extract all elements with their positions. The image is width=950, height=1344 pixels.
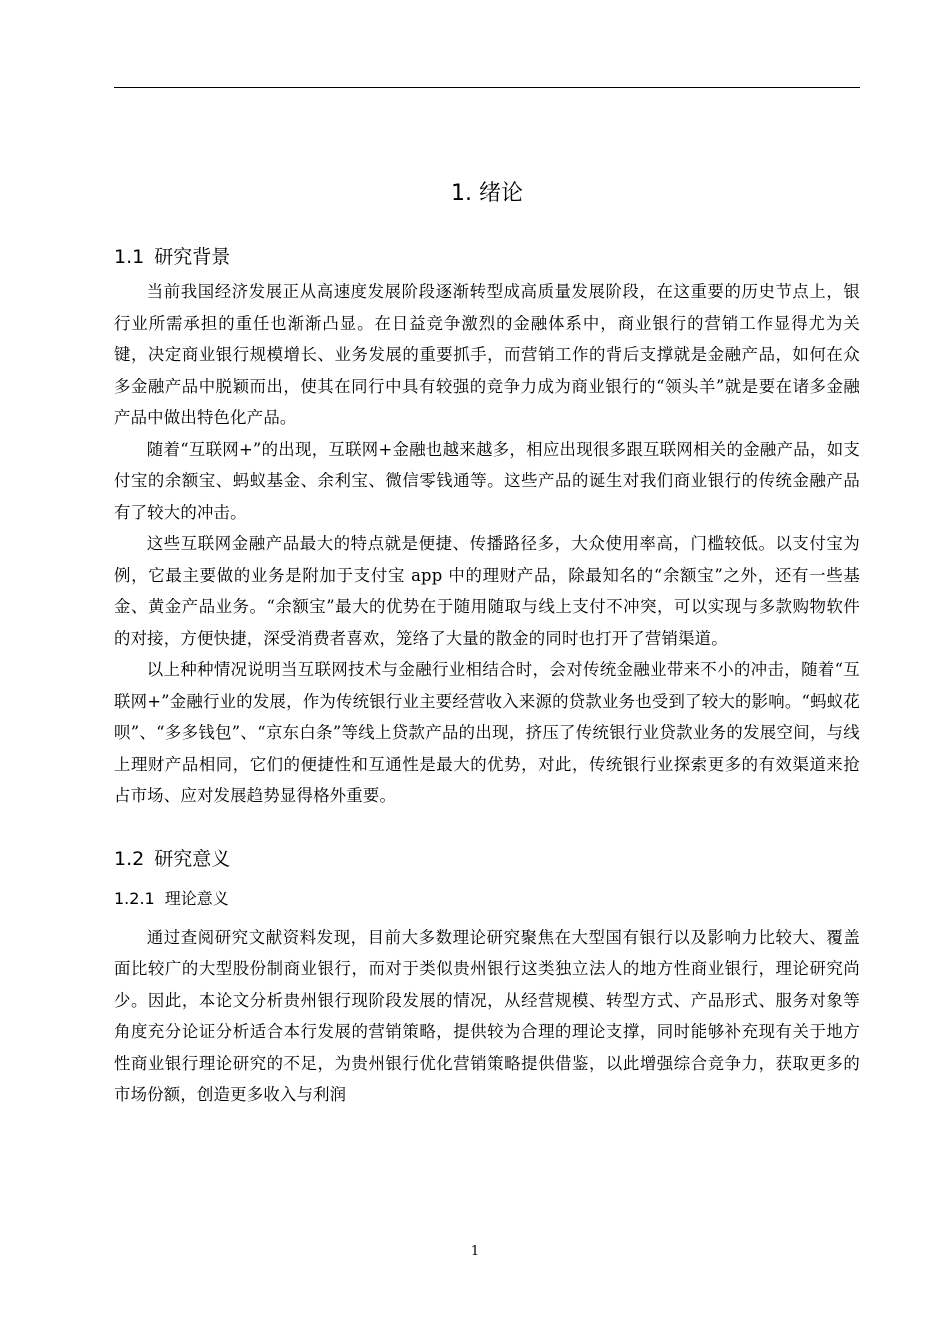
subsection-number: 1.2.1 [114,888,155,908]
paragraph: 通过查阅研究文献资料发现，目前大多数理论研究聚焦在大型国有银行以及影响力比较大、覆盖面比较广的大型股份制商业银行，而对于类似贵州银行这类独立法人的地方性商业银行，理论研究尚少。因此，本论文分析贵州银行现阶段发展的情况，从经营规模、转型方式、产品形式、服务对象等角度充分论证分析适合本行发展的营销策略，提供较为合理的理论支撑，同时能够补充现有关于地方性商业银行理论研究的不足，为贵州银行优化营销策略提供借鉴，以此增强综合竞争力，获取更多的市场份额，创造更多收入与利润 [114,927,860,1104]
section-number: 1.1 [114,246,145,268]
section-heading-significance [114,842,860,876]
chapter-title: 1. 绪论 [451,181,523,206]
paragraph: 以上种种情况说明当互联网技术与金融行业相结合时，会对传统金融业带来不小的冲击，随着“互联网+”金融行业的发展，作为传统银行业主要经营收入来源的贷款业务也受到了较大的影响。“蚂蚁花呗”、“多多钱包”、“京东白条”等线上贷款产品的出现，挤压了传统银行业贷款业务的发展空间，与线上理财产品相同，它们的便捷性和互通性是最大的优势，对此，传统银行业探索更多的有效渠道来抢占市场、应对发展趋势显得格外重要。 [114,660,860,805]
paragraph: 当前我国经济发展正从高速度发展阶段逐渐转型成高质量发展阶段，在这重要的历史节点上，银行业所需承担的重任也渐渐凸显。在日益竞争激烈的金融体系中，商业银行的营销工作显得尤为关键，决定商业银行规模增长、业务发展的重要抓手，而营销工作的背后支撑就是金融产品，如何在众多金融产品中脱颖而出，使其在同行中具有较强的竞争力成为商业银行的“领头羊”就是要在诸多金融产品中做出特色化产品。 [114,282,860,427]
section-number: 1.2 [114,847,145,870]
subsection-heading-theory [114,882,860,916]
section-title-text: 研究意义 [154,847,231,870]
page-content [114,170,860,1111]
paragraph: 随着“互联网+”的出现，互联网+金融也越来越多，相应出现很多跟互联网相关的金融产品，如支付宝的余额宝、蚂蚁基金、余利宝、微信零钱通等。这些产品的诞生对我们商业银行的传统金融产品有了较大的冲击。 [114,439,860,522]
section-title-text: 研究背景 [154,246,231,268]
section-heading-background [114,240,860,274]
paragraph: 这些互联网金融产品最大的特点就是便捷、传播路径多，大众使用率高，门槛较低。以支付宝为例，它最主要做的业务是附加于支付宝 app 中的理财产品，除最知名的“余额宝”之外，还有一些基金、黄金产品业务。“余额宝”最大的优势在于随用随取与线上支付不冲突，可以实现与多款购物软件的对接，方便快捷，深受消费者喜欢，笼络了大量的散金的同时也打开了营销渠道。 [114,534,860,648]
page-number: 1 [470,1244,480,1259]
subsection-title-text: 理论意义 [164,888,229,908]
header-rule [114,87,860,88]
